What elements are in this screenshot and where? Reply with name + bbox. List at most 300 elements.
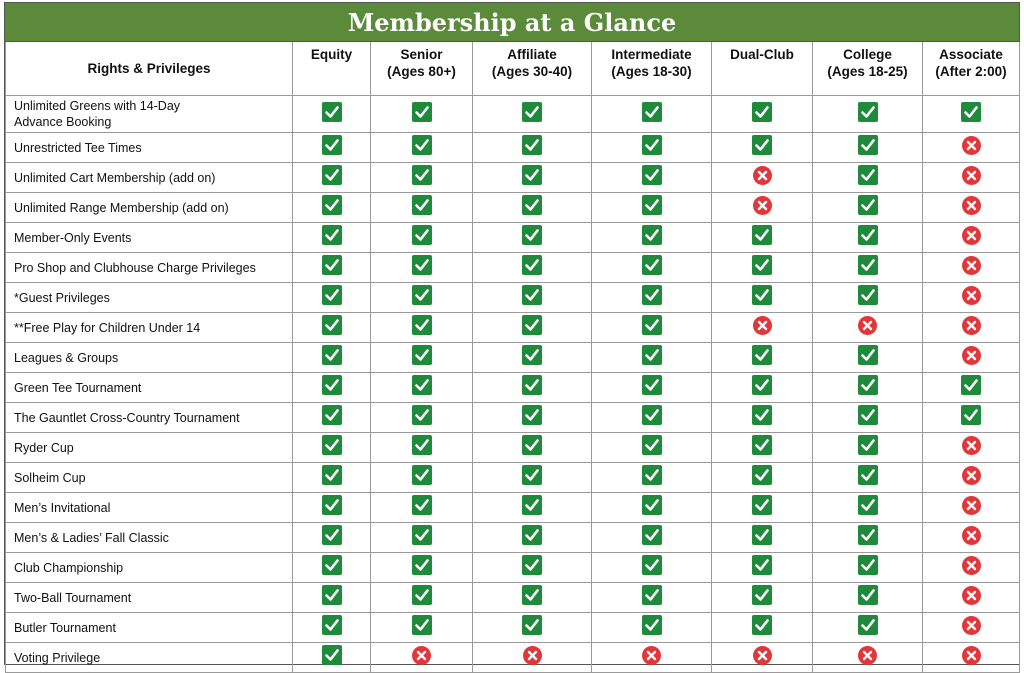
status-cell — [923, 433, 1020, 463]
checkmark-icon — [858, 135, 878, 155]
status-cell — [473, 373, 592, 403]
status-cell — [371, 643, 473, 673]
status-cell — [473, 523, 592, 553]
status-cell — [592, 343, 712, 373]
checkmark-icon — [322, 405, 342, 425]
checkmark-icon — [858, 405, 878, 425]
status-cell — [712, 373, 813, 403]
status-cell — [473, 133, 592, 163]
table-row — [6, 253, 1020, 283]
privilege-label: Voting Privilege — [6, 643, 293, 673]
status-cell — [371, 463, 473, 493]
column-header-sublabel: (After 2:00) — [935, 64, 1007, 79]
table-row — [6, 553, 1020, 583]
status-cell — [293, 643, 371, 673]
checkmark-icon — [752, 465, 772, 485]
status-cell — [712, 133, 813, 163]
status-cell — [473, 553, 592, 583]
status-cell — [712, 403, 813, 433]
checkmark-icon — [522, 435, 542, 455]
privilege-label: Men’s Invitational — [6, 493, 293, 523]
x-circle-icon — [523, 646, 542, 665]
status-cell — [712, 163, 813, 193]
x-circle-icon — [962, 226, 981, 245]
checkmark-icon — [752, 555, 772, 575]
checkmark-icon — [522, 615, 542, 635]
status-cell — [293, 283, 371, 313]
status-cell — [293, 433, 371, 463]
checkmark-icon — [752, 495, 772, 515]
status-cell — [923, 343, 1020, 373]
checkmark-icon — [642, 102, 662, 122]
column-header-label: Affiliate — [507, 47, 557, 62]
status-cell — [473, 463, 592, 493]
checkmark-icon — [522, 255, 542, 275]
privilege-label: The Gauntlet Cross-Country Tournament — [6, 403, 293, 433]
status-cell — [293, 493, 371, 523]
status-cell — [592, 643, 712, 673]
checkmark-icon — [522, 285, 542, 305]
checkmark-icon — [322, 285, 342, 305]
column-header-rights — [6, 42, 293, 96]
checkmark-icon — [642, 345, 662, 365]
status-cell — [371, 613, 473, 643]
checkmark-icon — [412, 345, 432, 365]
checkmark-icon — [322, 135, 342, 155]
status-cell — [592, 463, 712, 493]
checkmark-icon — [642, 525, 662, 545]
checkmark-icon — [642, 435, 662, 455]
status-cell — [473, 283, 592, 313]
column-header-label: College — [843, 47, 892, 62]
privilege-label: Solheim Cup — [6, 463, 293, 493]
status-cell — [592, 613, 712, 643]
x-circle-icon — [753, 166, 772, 185]
status-cell — [293, 96, 371, 133]
checkmark-icon — [642, 555, 662, 575]
status-cell — [813, 553, 923, 583]
checkmark-icon — [322, 345, 342, 365]
checkmark-icon — [858, 345, 878, 365]
status-cell — [473, 163, 592, 193]
checkmark-icon — [322, 435, 342, 455]
table-row — [6, 343, 1020, 373]
status-cell — [473, 96, 592, 133]
status-cell — [293, 193, 371, 223]
status-cell — [923, 253, 1020, 283]
privilege-label: Member-Only Events — [6, 223, 293, 253]
membership-table-container — [4, 2, 1020, 665]
status-cell — [293, 403, 371, 433]
x-circle-icon — [962, 466, 981, 485]
checkmark-icon — [522, 315, 542, 335]
checkmark-icon — [522, 135, 542, 155]
column-header-college — [813, 42, 923, 96]
x-circle-icon — [962, 526, 981, 545]
status-cell — [923, 403, 1020, 433]
status-cell — [473, 223, 592, 253]
column-header-label: Senior — [400, 47, 443, 62]
table-row — [6, 223, 1020, 253]
checkmark-icon — [412, 315, 432, 335]
checkmark-icon — [752, 585, 772, 605]
status-cell — [371, 253, 473, 283]
table-row — [6, 283, 1020, 313]
privilege-label: Club Championship — [6, 553, 293, 583]
checkmark-icon — [412, 375, 432, 395]
checkmark-icon — [322, 465, 342, 485]
status-cell — [293, 463, 371, 493]
status-cell — [813, 133, 923, 163]
checkmark-icon — [412, 555, 432, 575]
checkmark-icon — [522, 375, 542, 395]
table-row — [6, 613, 1020, 643]
status-cell — [592, 193, 712, 223]
checkmark-icon — [522, 555, 542, 575]
x-circle-icon — [962, 646, 981, 665]
status-cell — [712, 283, 813, 313]
privilege-label: Unrestricted Tee Times — [6, 133, 293, 163]
checkmark-icon — [322, 195, 342, 215]
status-cell — [592, 493, 712, 523]
checkmark-icon — [412, 585, 432, 605]
privilege-label: **Free Play for Children Under 14 — [6, 313, 293, 343]
status-cell — [293, 133, 371, 163]
checkmark-icon — [752, 615, 772, 635]
checkmark-icon — [642, 405, 662, 425]
checkmark-icon — [642, 495, 662, 515]
status-cell — [923, 133, 1020, 163]
checkmark-icon — [858, 495, 878, 515]
status-cell — [923, 223, 1020, 253]
status-cell — [293, 223, 371, 253]
status-cell — [813, 223, 923, 253]
checkmark-icon — [322, 255, 342, 275]
status-cell — [712, 523, 813, 553]
checkmark-icon — [412, 225, 432, 245]
status-cell — [813, 96, 923, 133]
checkmark-icon — [858, 102, 878, 122]
checkmark-icon — [522, 525, 542, 545]
status-cell — [813, 433, 923, 463]
status-cell — [371, 313, 473, 343]
checkmark-icon — [322, 495, 342, 515]
checkmark-icon — [858, 615, 878, 635]
status-cell — [923, 283, 1020, 313]
x-circle-icon — [858, 646, 877, 665]
status-cell — [813, 403, 923, 433]
header-row — [6, 42, 1020, 96]
checkmark-icon — [412, 165, 432, 185]
status-cell — [592, 96, 712, 133]
checkmark-icon — [858, 255, 878, 275]
checkmark-icon — [642, 165, 662, 185]
checkmark-icon — [522, 225, 542, 245]
checkmark-icon — [412, 615, 432, 635]
privilege-label: Unlimited Greens with 14-Day Advance Booking — [6, 96, 293, 133]
status-cell — [923, 493, 1020, 523]
checkmark-icon — [858, 195, 878, 215]
checkmark-icon — [322, 585, 342, 605]
checkmark-icon — [522, 195, 542, 215]
x-circle-icon — [962, 556, 981, 575]
status-cell — [923, 613, 1020, 643]
table-row — [6, 583, 1020, 613]
checkmark-icon — [752, 525, 772, 545]
checkmark-icon — [522, 585, 542, 605]
checkmark-icon — [412, 435, 432, 455]
checkmark-icon — [858, 435, 878, 455]
status-cell — [923, 553, 1020, 583]
status-cell — [592, 163, 712, 193]
status-cell — [712, 193, 813, 223]
status-cell — [473, 403, 592, 433]
column-header-associate — [923, 42, 1020, 96]
x-circle-icon — [962, 196, 981, 215]
table-row — [6, 373, 1020, 403]
status-cell — [371, 583, 473, 613]
status-cell — [592, 133, 712, 163]
checkmark-icon — [322, 645, 342, 665]
column-header-label: Equity — [310, 47, 353, 62]
status-cell — [712, 463, 813, 493]
checkmark-icon — [642, 615, 662, 635]
privilege-label: Ryder Cup — [6, 433, 293, 463]
x-circle-icon — [858, 316, 877, 335]
checkmark-icon — [752, 345, 772, 365]
checkmark-icon — [752, 435, 772, 455]
status-cell — [712, 583, 813, 613]
table-row — [6, 523, 1020, 553]
status-cell — [923, 313, 1020, 343]
checkmark-icon — [412, 102, 432, 122]
checkmark-icon — [858, 225, 878, 245]
status-cell — [371, 96, 473, 133]
checkmark-icon — [522, 102, 542, 122]
checkmark-icon — [522, 345, 542, 365]
status-cell — [592, 553, 712, 583]
status-cell — [712, 493, 813, 523]
x-circle-icon — [412, 646, 431, 665]
status-cell — [473, 313, 592, 343]
status-cell — [293, 313, 371, 343]
checkmark-icon — [961, 375, 981, 395]
x-circle-icon — [962, 616, 981, 635]
status-cell — [712, 313, 813, 343]
status-cell — [371, 193, 473, 223]
status-cell — [371, 433, 473, 463]
table-row — [6, 643, 1020, 673]
checkmark-icon — [858, 165, 878, 185]
checkmark-icon — [412, 255, 432, 275]
checkmark-icon — [412, 405, 432, 425]
status-cell — [923, 96, 1020, 133]
status-cell — [293, 553, 371, 583]
checkmark-icon — [752, 255, 772, 275]
privilege-label: *Guest Privileges — [6, 283, 293, 313]
checkmark-icon — [522, 465, 542, 485]
table-row — [6, 133, 1020, 163]
status-cell — [813, 163, 923, 193]
checkmark-icon — [412, 285, 432, 305]
checkmark-icon — [322, 315, 342, 335]
status-cell — [712, 96, 813, 133]
privilege-label: Leagues & Groups — [6, 343, 293, 373]
checkmark-icon — [858, 585, 878, 605]
status-cell — [592, 373, 712, 403]
status-cell — [923, 163, 1020, 193]
x-circle-icon — [962, 136, 981, 155]
checkmark-icon — [522, 495, 542, 515]
status-cell — [712, 343, 813, 373]
column-header-label: Dual-Club — [730, 47, 794, 62]
checkmark-icon — [642, 315, 662, 335]
x-circle-icon — [962, 436, 981, 455]
status-cell — [473, 433, 592, 463]
status-cell — [293, 163, 371, 193]
privilege-label: Butler Tournament — [6, 613, 293, 643]
privilege-label: Men’s & Ladies’ Fall Classic — [6, 523, 293, 553]
status-cell — [371, 163, 473, 193]
column-header-dual-club — [712, 42, 813, 96]
checkmark-icon — [752, 135, 772, 155]
status-cell — [473, 613, 592, 643]
privilege-label: Two-Ball Tournament — [6, 583, 293, 613]
checkmark-icon — [322, 615, 342, 635]
checkmark-icon — [858, 525, 878, 545]
status-cell — [473, 253, 592, 283]
status-cell — [293, 613, 371, 643]
x-circle-icon — [753, 646, 772, 665]
checkmark-icon — [752, 225, 772, 245]
checkmark-icon — [412, 495, 432, 515]
checkmark-icon — [752, 102, 772, 122]
privilege-label: Green Tee Tournament — [6, 373, 293, 403]
status-cell — [923, 373, 1020, 403]
checkmark-icon — [522, 405, 542, 425]
status-cell — [293, 373, 371, 403]
x-circle-icon — [642, 646, 661, 665]
checkmark-icon — [642, 195, 662, 215]
privilege-label: Unlimited Cart Membership (add on) — [6, 163, 293, 193]
status-cell — [813, 613, 923, 643]
status-cell — [813, 253, 923, 283]
checkmark-icon — [858, 555, 878, 575]
checkmark-icon — [322, 225, 342, 245]
status-cell — [293, 253, 371, 283]
status-cell — [813, 283, 923, 313]
x-circle-icon — [962, 256, 981, 275]
page-title: Membership at a Glance — [5, 3, 1019, 42]
status-cell — [371, 493, 473, 523]
status-cell — [923, 193, 1020, 223]
table-row — [6, 193, 1020, 223]
membership-table — [5, 42, 1020, 673]
privilege-label: Pro Shop and Clubhouse Charge Privileges — [6, 253, 293, 283]
status-cell — [813, 193, 923, 223]
status-cell — [293, 343, 371, 373]
checkmark-icon — [642, 135, 662, 155]
status-cell — [712, 613, 813, 643]
table-row — [6, 163, 1020, 193]
column-header-equity — [293, 42, 371, 96]
status-cell — [473, 343, 592, 373]
x-circle-icon — [753, 196, 772, 215]
table-row — [6, 403, 1020, 433]
column-header-label: Intermediate — [611, 47, 692, 62]
status-cell — [813, 643, 923, 673]
checkmark-icon — [322, 102, 342, 122]
checkmark-icon — [412, 525, 432, 545]
table-row — [6, 493, 1020, 523]
status-cell — [592, 313, 712, 343]
status-cell — [813, 583, 923, 613]
x-circle-icon — [962, 346, 981, 365]
status-cell — [371, 403, 473, 433]
status-cell — [813, 373, 923, 403]
status-cell — [813, 493, 923, 523]
x-circle-icon — [962, 166, 981, 185]
status-cell — [923, 643, 1020, 673]
column-header-sublabel: (Ages 80+) — [387, 64, 456, 79]
checkmark-icon — [961, 102, 981, 122]
status-cell — [923, 583, 1020, 613]
status-cell — [592, 433, 712, 463]
checkmark-icon — [412, 195, 432, 215]
x-circle-icon — [753, 316, 772, 335]
table-row — [6, 433, 1020, 463]
checkmark-icon — [412, 135, 432, 155]
x-circle-icon — [962, 286, 981, 305]
column-header-sublabel: (Ages 30-40) — [491, 64, 573, 79]
column-header-label: Associate — [939, 47, 1003, 62]
status-cell — [923, 523, 1020, 553]
column-header-label: Rights & Privileges — [87, 61, 211, 76]
checkmark-icon — [322, 555, 342, 575]
status-cell — [592, 403, 712, 433]
status-cell — [813, 343, 923, 373]
status-cell — [712, 643, 813, 673]
status-cell — [712, 253, 813, 283]
checkmark-icon — [522, 165, 542, 185]
status-cell — [371, 553, 473, 583]
privilege-label: Unlimited Range Membership (add on) — [6, 193, 293, 223]
status-cell — [712, 433, 813, 463]
status-cell — [592, 523, 712, 553]
status-cell — [813, 463, 923, 493]
status-cell — [923, 463, 1020, 493]
checkmark-icon — [961, 405, 981, 425]
status-cell — [473, 193, 592, 223]
checkmark-icon — [322, 525, 342, 545]
status-cell — [371, 373, 473, 403]
status-cell — [592, 283, 712, 313]
checkmark-icon — [858, 375, 878, 395]
table-body — [6, 96, 1020, 673]
table-row — [6, 96, 1020, 133]
status-cell — [371, 523, 473, 553]
status-cell — [592, 223, 712, 253]
checkmark-icon — [642, 225, 662, 245]
status-cell — [473, 583, 592, 613]
status-cell — [293, 523, 371, 553]
checkmark-icon — [752, 405, 772, 425]
status-cell — [371, 283, 473, 313]
status-cell — [813, 523, 923, 553]
status-cell — [712, 553, 813, 583]
checkmark-icon — [642, 585, 662, 605]
status-cell — [371, 223, 473, 253]
